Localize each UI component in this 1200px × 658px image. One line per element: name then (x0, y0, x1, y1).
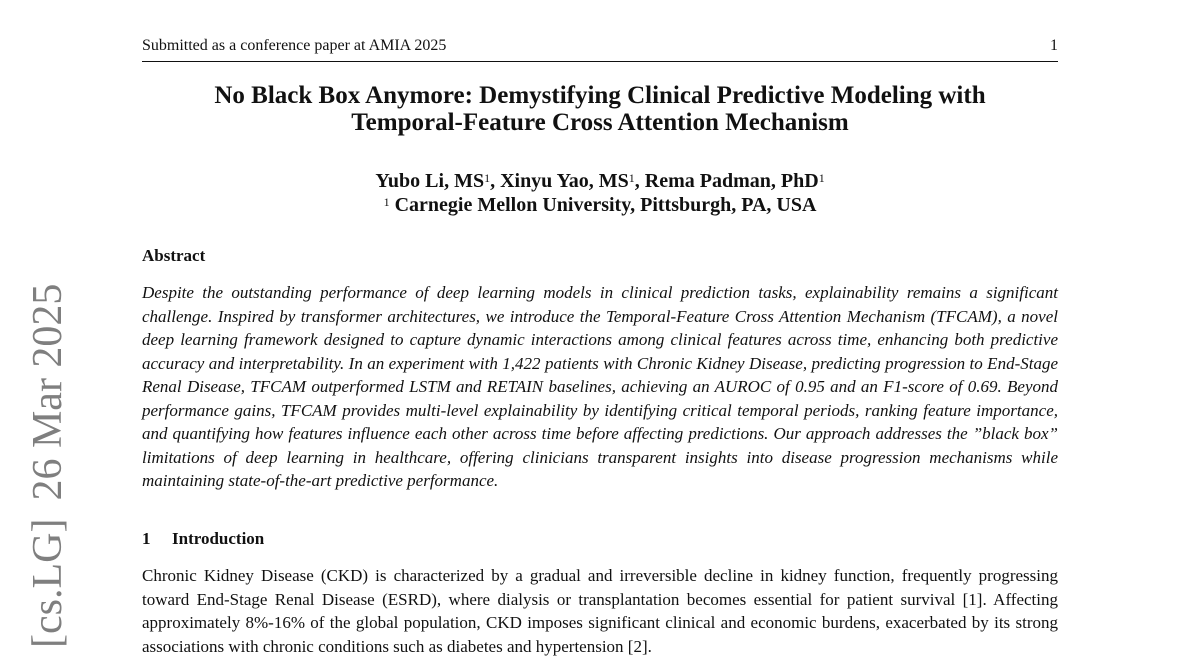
author-name: Xinyu Yao, MS (500, 170, 629, 192)
affiliation (142, 193, 1058, 217)
affiliation-marker: 1 (628, 171, 635, 185)
arxiv-category: [cs.LG] (25, 518, 71, 648)
arxiv-side-stamp (20, 283, 80, 648)
running-header (142, 37, 1058, 62)
section-title: Introduction (172, 529, 265, 548)
abstract-text: Despite the outstanding performance of deep learning models in clinical prediction tasks, explainability remains a significant challenge. Inspired by transformer architectures, we introduce the Temporal-Feature Cross Attention Mechanism (TFCAM), a novel deep learning framework designed to capture dynamic interactions among clinical features across time, enhancing both predictive accuracy and interpretability. In an experiment with 1,422 patients with Chronic Kidney Disease, predicting progression to End-Stage Renal Disease, TFCAM outperformed LSTM and RETAIN baselines, achieving an AUROC of 0.95 and an F1-score of 0.69. Beyond performance gains, TFCAM provides multi-level explainability by identifying critical temporal periods, ranking feature importance, and quantifying how features influence each other across time before affecting predictions. Our approach addresses the ”black box” limitations of deep learning in healthcare, offering clinicians transparent insights into disease progression mechanisms while maintaining state-of-the-art predictive performance. (142, 283, 1058, 490)
affiliation-marker: 1 (484, 171, 491, 185)
section-heading (142, 529, 264, 549)
section-number: 1 (142, 529, 151, 548)
arxiv-date: 26 Mar 2025 (25, 283, 71, 501)
venue-note: Submitted as a conference paper at AMIA 2025 (142, 37, 447, 54)
introduction-text: Chronic Kidney Disease (CKD) is characterized by a gradual and irreversible decline in kidney function, frequently progressing toward End-Stage Renal Disease (ESRD), where dialysis or transplantation becomes essential for patient survival [1]. Affecting approximately 8%-16% of the global population, CKD imposes significant clinical and economic burdens, exacerbated by its strong associations with chronic conditions such as diabetes and hypertension [2]. (142, 566, 1058, 656)
paper-title (142, 82, 1058, 136)
author-separator: , (490, 170, 501, 192)
author-name: Yubo Li, MS (375, 170, 485, 192)
title-line-2: Temporal-Feature Cross Attention Mechanism (351, 109, 849, 136)
author-block (142, 169, 1058, 217)
affiliation-marker: 1 (383, 195, 390, 209)
page-number: 1 (1050, 37, 1058, 54)
affiliation-text: Carnegie Mellon University, Pittsburgh, PA, USA (394, 194, 817, 216)
author-separator: , (634, 170, 645, 192)
author-list (142, 169, 1058, 193)
abstract-heading: Abstract (142, 246, 206, 265)
title-line-1: No Black Box Anymore: Demystifying Clinical Predictive Modeling with (214, 82, 986, 109)
affiliation-marker: 1 (818, 171, 825, 185)
author-name: Rema Padman, PhD (644, 170, 819, 192)
